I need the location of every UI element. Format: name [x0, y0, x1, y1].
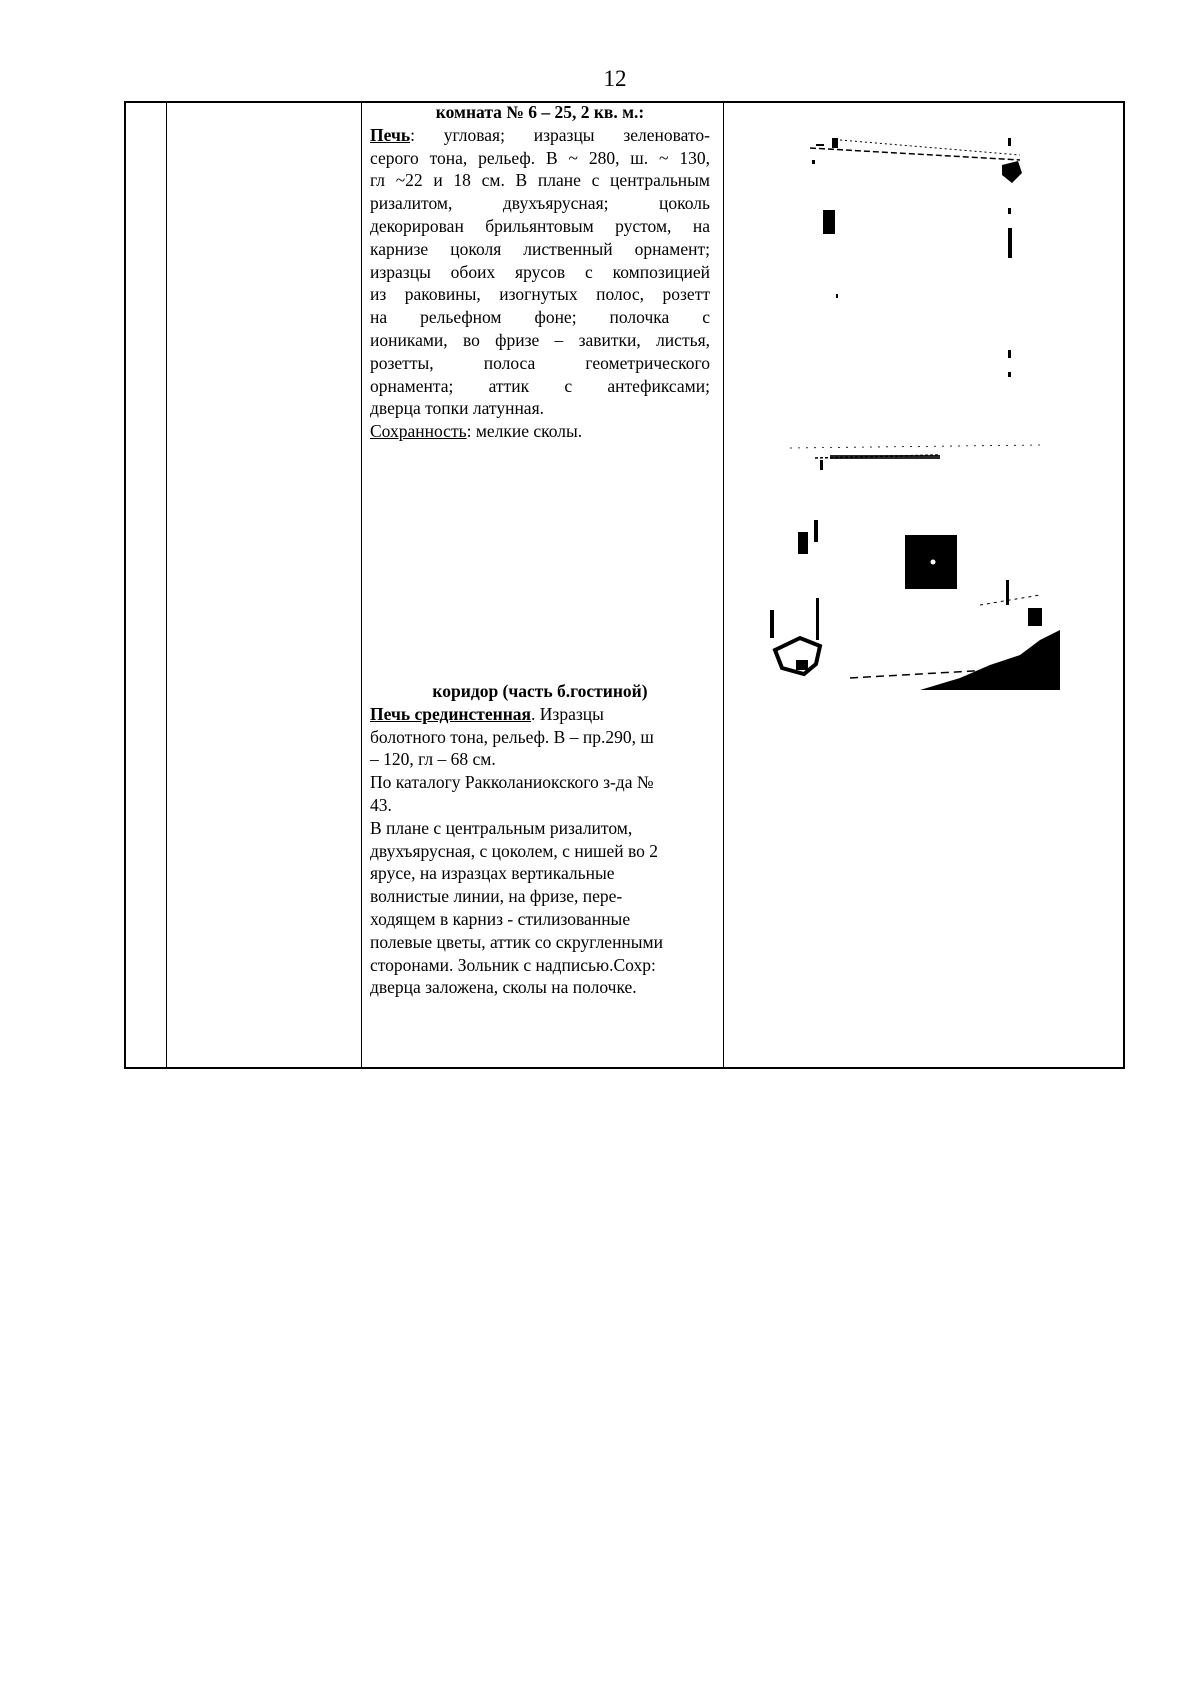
corridor-line: дверца заложена, сколы на полочке.	[370, 977, 637, 998]
corridor-line: болотного тона, рельеф. В – пр.290, ш	[370, 726, 654, 747]
corridor-line: волнистые линии, на фризе, пере-	[370, 886, 623, 907]
room-6-line: дверца топки латунная.	[370, 398, 545, 419]
stove-label: Печь	[370, 124, 411, 145]
room-6-line: : угловая; изразцы зеленовато-	[410, 124, 710, 145]
corridor-line: По каталогу Ракколаниокского з-да №	[370, 772, 654, 793]
room-6-line: орнамента; аттик с антефиксами;	[370, 375, 710, 396]
corridor-line: ярусе, на изразцах вертикальные	[370, 863, 615, 884]
room-6-line: розетты, полоса геометрического	[370, 352, 710, 373]
corridor-line: двухъярусная, с цоколем, с нишей во 2	[370, 840, 659, 861]
corridor-line: В плане с центральным ризалитом,	[370, 817, 633, 838]
corridor-line: 43.	[370, 794, 392, 815]
column-divider-1	[166, 103, 167, 1067]
room-6-line: декорирован брильянтовым рустом, на	[370, 215, 710, 236]
room-6-heading: комната № 6 – 25, 2 кв. м.:	[435, 102, 645, 122]
room-6-line: иониками, во фризе – завитки, листья,	[370, 329, 710, 350]
corridor-line: – 120, гл – 68 см.	[370, 749, 496, 770]
page-number: 12	[603, 66, 627, 91]
room-6-description	[370, 101, 710, 443]
column-divider-3	[723, 103, 724, 1067]
stove-photo	[770, 110, 1060, 690]
corridor-heading: коридор (часть б.гостиной)	[432, 681, 648, 701]
room-6-line: серого тона, рельеф. В ~ 280, ш. ~ 130,	[370, 147, 710, 168]
preservation-text: : мелкие сколы.	[466, 421, 583, 442]
room-6-line: изразцы обоих ярусов с композицией	[370, 261, 710, 282]
room-6-line: ризалитом, двухъярусная; цоколь	[370, 193, 710, 214]
corridor-description	[370, 680, 710, 999]
corridor-line: сторонами. Зольник с надписью.Сохр:	[370, 954, 656, 975]
column-divider-2	[361, 103, 362, 1067]
room-6-line: на рельефном фоне; полочка с	[370, 307, 710, 328]
preservation-label: Сохранность	[370, 421, 467, 442]
corridor-line: . Изразцы	[531, 703, 604, 724]
room-6-line: гл ~22 и 18 см. В плане с центральным	[370, 170, 710, 191]
stove-label: Печь срединстенная	[370, 703, 532, 724]
room-6-line: из раковины, изогнутых полос, розетт	[370, 284, 710, 305]
room-6-line: карнизе цоколя лиственный орнамент;	[370, 238, 710, 259]
corridor-line: ходящем в карниз - стилизованные	[370, 908, 631, 929]
corridor-line: полевые цветы, аттик со скругленными	[370, 931, 663, 952]
